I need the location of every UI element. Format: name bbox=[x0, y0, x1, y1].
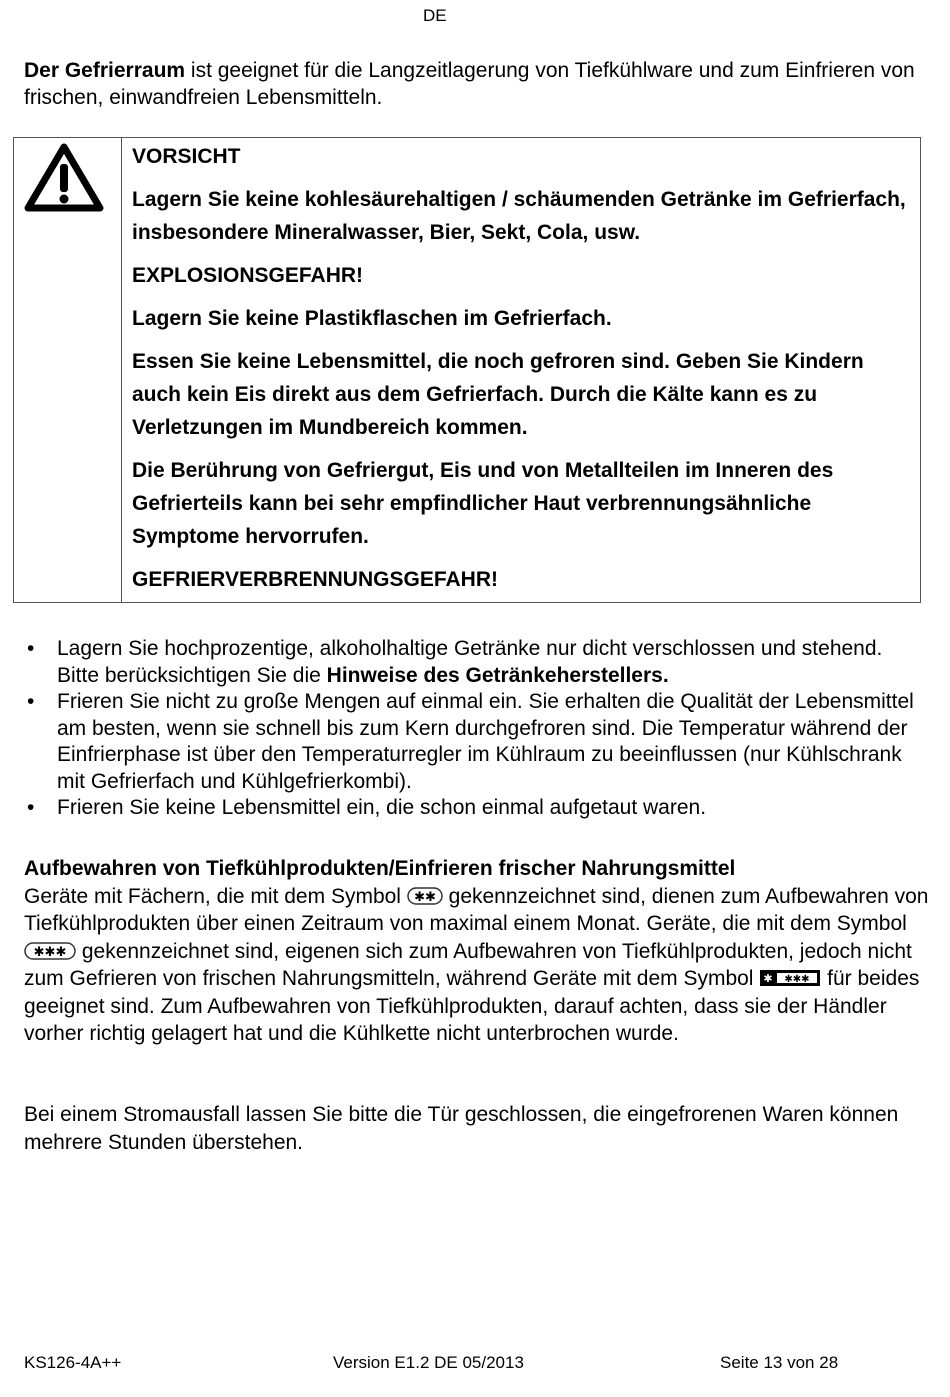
warning-icon-cell bbox=[14, 138, 122, 602]
svg-text:✱✱✱: ✱✱✱ bbox=[784, 974, 810, 985]
warning-frozen-food: Essen Sie keine Lebensmittel, die noch gefroren sind. Geben Sie Kindern auch kein Eis direkt aus dem Gefrierfach. Durch die Kälte kann es zu Verletzungen im Mundbereich kommen. bbox=[132, 350, 864, 439]
language-label: DE bbox=[423, 6, 447, 25]
warning-freezer-burn: GEFRIERVERBRENNUNGSGEFAHR! bbox=[132, 568, 498, 591]
warning-plastic-bottles: Lagern Sie keine Plastikflaschen im Gefrierfach. bbox=[132, 307, 612, 330]
warning-explosion: EXPLOSIONSGEFAHR! bbox=[132, 264, 364, 287]
storage-section bbox=[24, 855, 929, 1048]
svg-text:✱: ✱ bbox=[763, 973, 773, 985]
three-star-freezer-icon bbox=[24, 942, 76, 960]
warning-touch: Die Berührung von Gefriergut, Eis und von Metallteilen im Inneren des Gefrierteils kann bei sehr empfindlicher Haut verbrennungsähnliche Symptome hervorrufen. bbox=[132, 459, 834, 548]
footer-model: KS126-4A++ bbox=[24, 1353, 122, 1372]
footer-version: Version E1.2 DE 05/2013 bbox=[333, 1353, 524, 1372]
bullet-2-text: Frieren Sie nicht zu große Mengen auf einmal ein. Sie erhalten die Qualität der Lebensmittel am besten, wenn sie schnell bis zum Kern durchgefroren sind. Die Temperatur während der Einfrierphase ist über den Temperaturregler im Kühlraum zu beeinflussen (nur Kühlschrank mit Gefrierfach und Kühlgefrierkombi). bbox=[57, 690, 914, 793]
four-star-freezer-icon bbox=[759, 969, 821, 987]
bullet-3-text: Frieren Sie keine Lebensmittel ein, die schon einmal aufgetaut waren. bbox=[57, 796, 707, 819]
warning-box bbox=[13, 137, 921, 603]
list-item: • Lagern Sie hochprozentige, alkoholhaltige Getränke nur dicht verschlossen und stehend. Bitte berücksichtigen Sie die Hinweise des Getränkeherstellers. bbox=[27, 637, 883, 687]
warning-text bbox=[132, 140, 912, 606]
svg-text:✱✱✱: ✱✱✱ bbox=[33, 943, 67, 959]
warning-title: VORSICHT bbox=[132, 145, 241, 168]
bullet-1-text: Lagern Sie hochprozentige, alkoholhaltige Getränke nur dicht verschlossen und stehend. Bitte berücksichtigen Sie die bbox=[57, 637, 883, 687]
svg-text:✱✱: ✱✱ bbox=[413, 888, 436, 904]
footer-page-number: Seite 13 von 28 bbox=[720, 1353, 839, 1372]
power-outage-paragraph: Bei einem Stromausfall lassen Sie bitte die Tür geschlossen, die eingefrorenen Waren können mehrere Stunden überstehen. bbox=[24, 1103, 899, 1154]
intro-text: ist geeignet für die Langzeitlagerung von Tiefkühlware und zum Einfrieren von frischen, einwandfreien Lebensmitteln. bbox=[24, 59, 915, 109]
storage-heading: Aufbewahren von Tiefkühlprodukten/Einfrieren frischer Nahrungsmittel bbox=[24, 857, 736, 880]
two-star-freezer-icon bbox=[407, 887, 443, 905]
bullet-list bbox=[24, 636, 924, 822]
intro-bold-lead: Der Gefrierraum bbox=[24, 59, 186, 82]
bullet-1-bold: Hinweise des Getränkeherstellers. bbox=[326, 663, 669, 687]
intro-paragraph bbox=[24, 57, 924, 111]
warning-triangle-icon bbox=[24, 142, 104, 212]
list-item: • Frieren Sie nicht zu große Mengen auf einmal ein. Sie erhalten die Qualität der Lebensmittel am besten, wenn sie schnell bis zum Kern durchgefroren sind. Die Temperatur während der Einfrierphase ist über den Temperaturregler im Kühlraum zu beeinflussen (nur Kühlschrank mit Gefrierfach und Kühlgefrierkombi). bbox=[27, 690, 914, 793]
list-item: • Frieren Sie keine Lebensmittel ein, die schon einmal aufgetaut waren. bbox=[27, 796, 707, 819]
warning-carbonated: Lagern Sie keine kohlesäurehaltigen / schäumenden Getränke im Gefrierfach, insbesondere Mineralwasser, Bier, Sekt, Cola, usw. bbox=[132, 188, 906, 244]
storage-paragraph: Geräte mit Fächern, die mit dem Symbol ✱✱ gekennzeichnet sind, dienen zum Aufbewahren von Tiefkühlprodukten über einen Zeitraum von maximal einem Monat. Geräte, die mit dem Symbol ✱✱✱ gekennzeichnet sind, eigenen sich zum Aufbewahren von Tiefkühlprodukten, jedoch nicht zum Gefrieren von frischen Nahrungsmitteln, während Geräte mit dem Symbol ✱ ✱✱✱ für beides geeignet sind. Zum Aufbewahren von Tiefkühlprodukten, darauf achten, dass sie der Händler vorher richtig gelagert hat und die Kühlkette nicht unterbrochen wurde. bbox=[24, 884, 929, 1045]
